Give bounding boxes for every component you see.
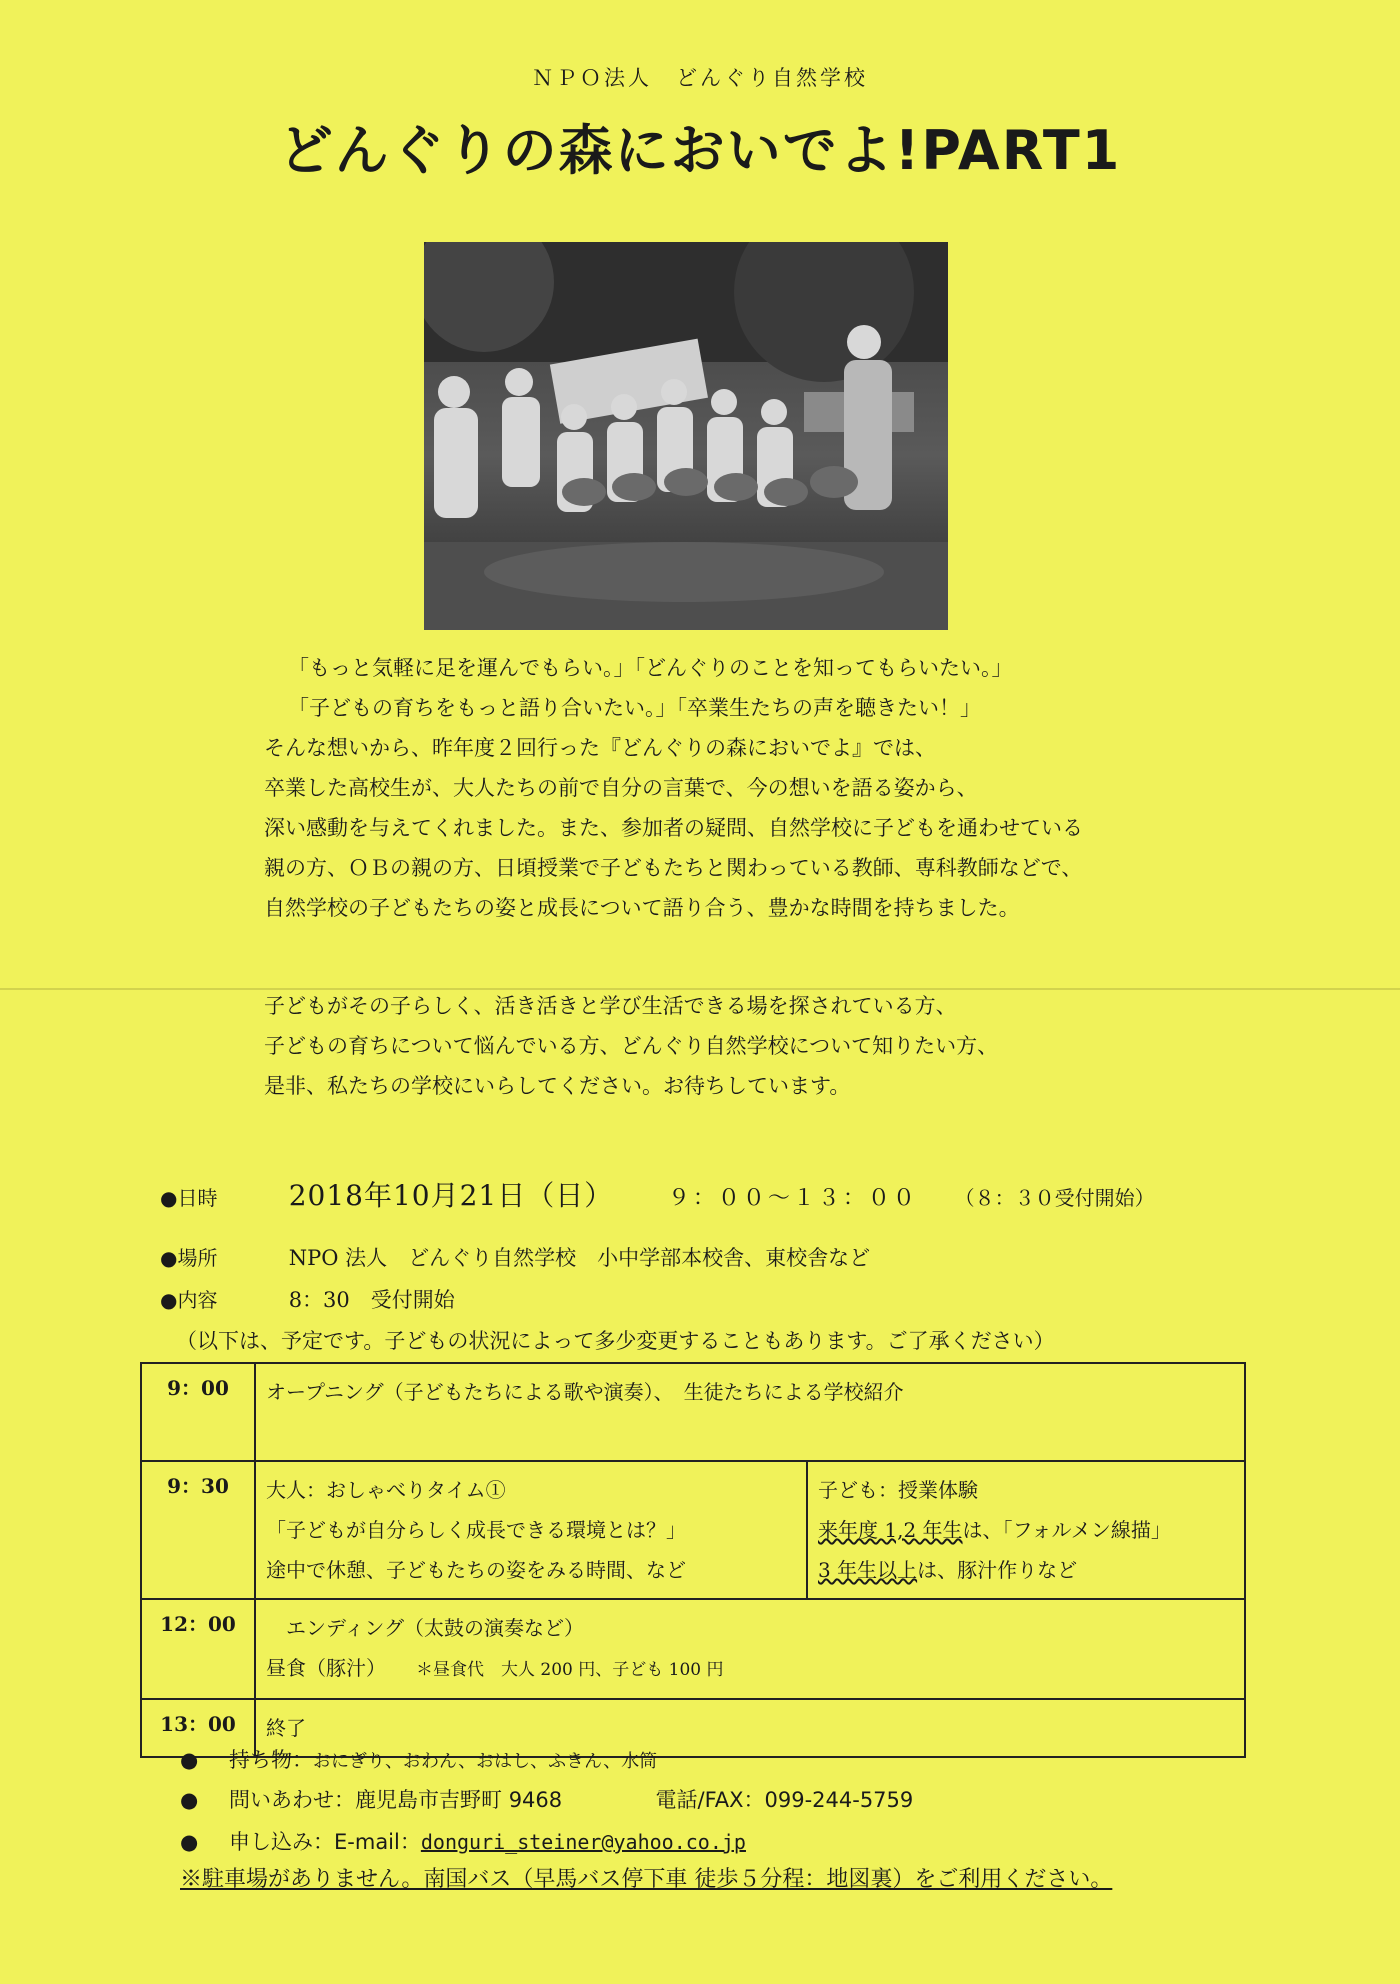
intro-paragraph [264,648,1264,928]
drum-performance-image [424,242,948,630]
schedule-text: 途中で休憩、子どもたちの姿をみる時間、など [266,1558,686,1582]
schedule-time: 12：00 [141,1599,255,1699]
intro-line: 自然学校の子どもたちの姿と成長について語り合う、豊かな時間を持ちました。 [264,896,1020,920]
schedule-text: 子ども：授業体験 [818,1478,978,1502]
schedule-text [818,1550,1234,1590]
table-row [141,1461,1245,1599]
place-label: ●場所 [160,1246,218,1270]
adult-program [255,1461,807,1599]
schedule-text [818,1510,1234,1550]
contact-address: 鹿児島市吉野町 9468 [355,1788,563,1812]
intro-line: 「もっと気軽に足を運んでもらい。」「どんぐりのことを知ってもらいたい。」 [288,656,1013,680]
schedule-time: 13：00 [141,1699,255,1757]
intro-line: 卒業した高校生が、大人たちの前で自分の言葉で、今の想いを語る姿から、 [264,776,978,800]
contact-row [180,1784,913,1814]
invite-line: 子どもがその子らしく、活き活きと学び生活できる場を探されている方、 [264,994,957,1018]
parking-note: ※駐車場がありません。南国バス（早馬バス停下車 徒歩５分程：地図裏）をご利用ください。 [180,1867,1113,1892]
intro-line: 深い感動を与えてくれました。また、参加者の疑問、自然学校に子どもを通わせている [264,816,1083,840]
table-row [141,1599,1245,1699]
schedule-table [140,1362,1246,1758]
intro-line: そんな想いから、昨年度２回行った『どんぐりの森においでよ』では、 [264,736,936,760]
organization-name: ＮＰＯ法人 どんぐり自然学校 [532,66,868,90]
schedule-item [255,1363,1245,1461]
phone-label: 電話/FAX： [655,1788,765,1812]
intro-line: 親の方、ＯＢの親の方、日頃授業で子どもたちと関わっている教師、専科教師などで、 [264,856,1083,880]
invite-line: 是非、私たちの学校にいらしてください。お待ちしています。 [264,1074,851,1098]
child-program [807,1461,1245,1599]
event-time: ９：００～１３：００ [667,1186,918,1211]
invite-line: 子どもの育ちについて悩んでいる方、どんぐり自然学校について知りたい方、 [264,1034,999,1058]
event-place-row [160,1242,870,1272]
bullet-icon: ● [180,1748,199,1772]
apply-label: 申し込み：E-mail： [229,1830,421,1854]
bullet-icon: ● [180,1788,199,1812]
schedule-text [266,1648,1234,1690]
bullet-icon: ● [180,1830,199,1854]
schedule-text: 「子どもが自分らしく成長できる環境とは？」 [266,1518,686,1542]
date-label: ●日時 [160,1186,218,1210]
page-title: どんぐりの森においでよ!PART1 [278,119,1122,182]
items-row [180,1744,657,1774]
schedule-text: 大人：おしゃべりタイム① [266,1478,506,1502]
table-row [141,1363,1245,1461]
email-link[interactable]: donguri_steiner@yahoo.co.jp [420,1830,746,1854]
event-date-row [160,1174,1155,1214]
phone-number: 099-244-5759 [764,1788,914,1812]
event-date: 2018年10月21日（日） [288,1179,614,1212]
invite-paragraph [264,986,1264,1106]
event-content: 8：30 受付開始 [288,1288,455,1312]
event-photo [424,242,948,630]
event-content-row [160,1284,455,1314]
lunch-label: 昼食（豚汁） [266,1656,386,1680]
schedule-text: オープニング（子どもたちによる歌や演奏）、 生徒たちによる学校紹介 [266,1380,904,1404]
grade-label: 来年度 1,2 年生 [818,1518,963,1542]
event-place: NPO 法人 どんぐり自然学校 小中学部本校舎、東校舎など [288,1246,871,1270]
schedule-note: （以下は、予定です。子どもの状況によって多少変更することもあります。ご了承ください） [176,1329,1055,1353]
contact-label: 問いあわせ： [229,1788,356,1812]
apply-row [180,1826,746,1856]
grade-label: 3 年生以上 [818,1558,918,1582]
reception-time-note: （８：３０受付開始） [954,1186,1155,1210]
schedule-text: 終了 [266,1716,306,1740]
schedule-item [255,1599,1245,1699]
grade-activity: は、「フォルメン線描」 [962,1518,1171,1542]
items-label: 持ち物： [229,1748,314,1772]
schedule-time: 9：00 [141,1363,255,1461]
items-value: おにぎり、おわん、おはし、ふきん、水筒 [313,1751,658,1772]
intro-line: 「子どもの育ちをもっと語り合いたい。」「卒業生たちの声を聴きたい！」 [288,696,981,720]
schedule-text: エンディング（太鼓の演奏など） [286,1616,584,1640]
lunch-fee: ＊昼食代 大人 200 円、子ども 100 円 [416,1660,724,1680]
content-label: ●内容 [160,1288,218,1312]
grade-activity: は、豚汁作りなど [917,1558,1078,1582]
schedule-time: 9：30 [141,1461,255,1599]
